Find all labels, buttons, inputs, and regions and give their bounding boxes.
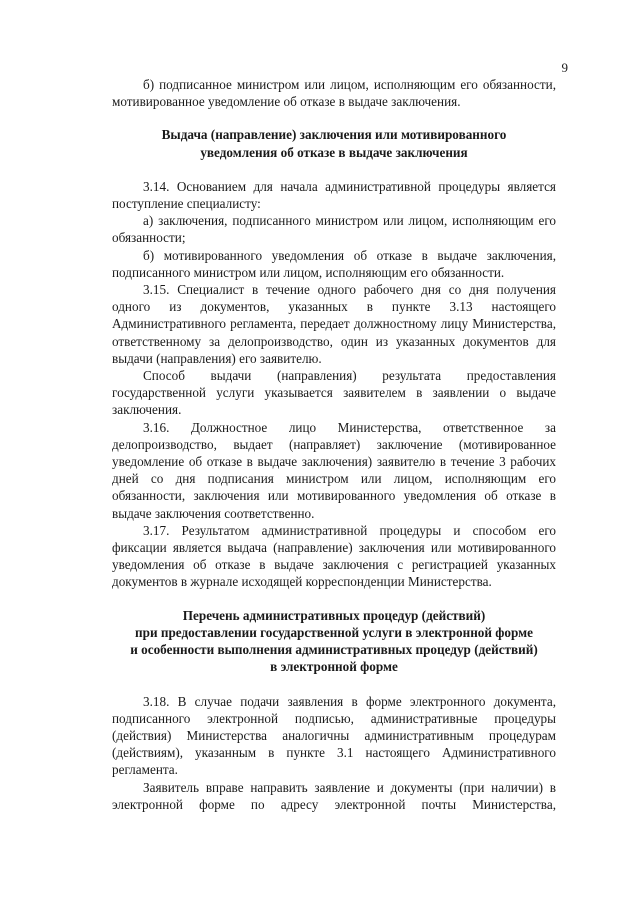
paragraph-3-14-b: б) мотивированного уведомления об отказе в выдаче заключения, подписанного министром или лицом, исполняющим его обязанности. — [112, 247, 556, 280]
heading-line: при предоставлении государственной услуги в электронной форме — [135, 624, 533, 640]
document-body — [112, 76, 556, 813]
heading-line: и особенности выполнения административных процедур (действий) — [130, 642, 538, 658]
section-heading-issuance — [112, 126, 556, 160]
paragraph-applicant-may-send: Заявитель вправе направить заявление и документы (при наличии) в электронной форме по адресу электронной почты Министерства, — [112, 779, 556, 812]
spacer — [112, 110, 556, 126]
spacer — [112, 161, 556, 178]
paragraph-b-signed: б) подписанное министром или лицом, исполняющим его обязанности, мотивированное уведомление об отказе в выдаче заключения. — [112, 77, 556, 110]
paragraph-3-16: 3.16. Должностное лицо Министерства, ответственное за делопроизводство, выдает (направляет) заключение (мотивированное уведомление об отказе в выдаче заключения) заявителю в течение 3 рабочих дней со дня подписания министром или лицом, исполняющим его обязанности, заключения или мотивированного уведомления об отказе в выдаче заключения соответственно. — [112, 419, 556, 521]
paragraph-3-17: 3.17. Результатом административной процедуры и способом его фиксации является выдача (направление) заключения или мотивированного уведомления об отказе в выдаче заключения с регистрацией указанных документов в журнале исходящей корреспонденции Министерства. — [112, 522, 556, 590]
paragraph-3-15: 3.15. Специалист в течение одного рабочего дня со дня получения одного из документов, указанных в пункте 3.13 настоящего Административного регламента, передает должностному лицу Министерства, ответственному за делопроизводство, один из указанных документов для выдачи (направления) его заявителю. — [112, 282, 556, 366]
heading-line: уведомления об отказе в выдаче заключения — [200, 144, 468, 160]
page-number: 9 — [561, 60, 568, 75]
heading-line: Перечень административных процедур (действий) — [182, 607, 486, 623]
spacer — [112, 591, 556, 607]
heading-line: Выдача (направление) заключения или мотивированного — [161, 127, 507, 143]
paragraph-3-14-a: а) заключения, подписанного министром или лицом, исполняющим его обязанности; — [112, 213, 556, 246]
paragraph-3-14: 3.14. Основанием для начала административной процедуры является поступление специалисту: — [112, 178, 556, 212]
section-heading-electronic — [112, 607, 556, 676]
spacer — [112, 676, 556, 693]
paragraph-3-18: 3.18. В случае подачи заявления в форме электронного документа, подписанного электронной подписью, административные процедуры (действия) Министерства аналогичны административным процедурам (действиям), указанным в пункте 3.1 настоящего Административного регламента. — [112, 693, 556, 778]
heading-line: в электронной форме — [270, 659, 398, 675]
paragraph-delivery-method: Способ выдачи (направления) результата предоставления государственной услуги указывается заявителем в заявлении о выдаче заключения. — [112, 368, 556, 418]
